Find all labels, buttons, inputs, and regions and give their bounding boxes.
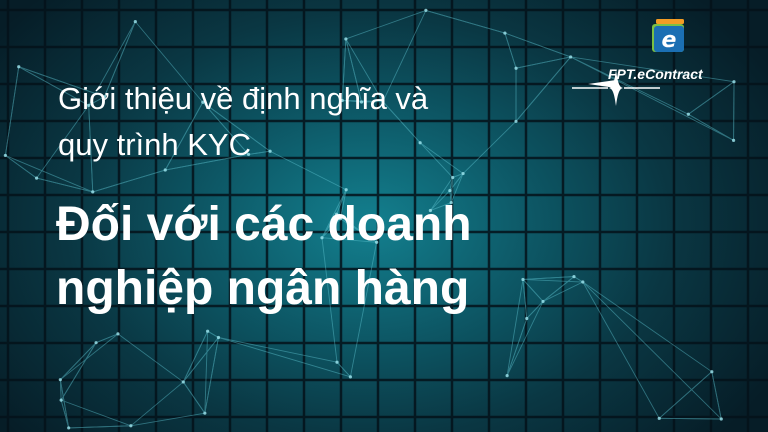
fpt-econtract-logo <box>598 14 748 84</box>
title-line-1: Đối với các doanh <box>56 198 472 251</box>
main-title <box>56 193 472 321</box>
logo-mark-letter: e <box>661 28 677 53</box>
econtract-logo-icon <box>650 18 688 56</box>
subtitle-line-1: Giới thiệu về định nghĩa và <box>58 81 429 116</box>
title-line-2: nghiệp ngân hàng <box>56 262 470 315</box>
subtitle-line-2: quy trình KYC <box>58 127 251 162</box>
subtitle <box>58 76 428 168</box>
logo-text: FPT.eContract <box>608 66 703 82</box>
